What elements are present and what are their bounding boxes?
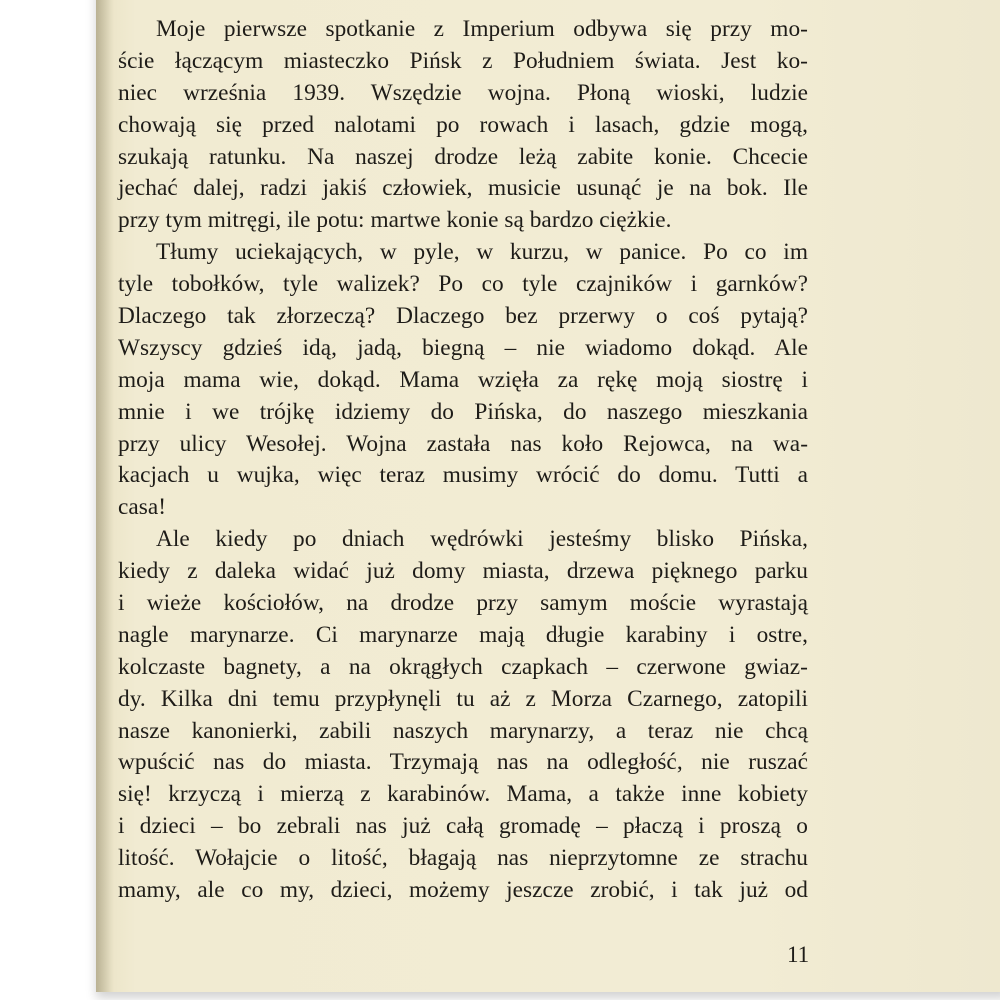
text-line: i wieże kościołów, na drodze przy samym moście wyrastają [118,590,808,617]
text-line: litość. Wołajcie o litość, błagają nas nieprzytomne ze strachu [118,845,808,872]
text-line: nagle marynarze. Ci marynarze mają długie karabiny i ostre, [118,621,808,648]
text-line: tyle tobołków, tyle walizek? Po co tyle czajników i garnków? [118,271,808,298]
text-line: Tłumy uciekających, w pyle, w kurzu, w panice. Po co im [156,239,808,266]
text-line: przy ulicy Wesołej. Wojna zastała nas koło Rejowca, na wa- [118,430,808,457]
text-line: kiedy z daleka widać już domy miasta, drzewa pięknego parku [118,558,808,585]
text-line: i dzieci – bo zebrali nas już całą gromadę – płaczą i proszą o [118,813,808,840]
text-line: casa! [118,494,167,521]
text-line: przy tym mitręgi, ile potu: martwe konie są bardzo ciężkie. [118,207,672,234]
text-line: chowają się przed nalotami po rowach i lasach, gdzie mogą, [118,111,808,138]
text-line: nasze kanonierki, zabili naszych marynarzy, a teraz nie chcą [118,717,808,744]
text-line: kolczaste bagnety, a na okrągłych czapkach – czerwone gwiaz- [118,653,808,680]
text-line: się! krzyczą i mierzą z karabinów. Mama, a także inne kobiety [118,781,808,808]
paragraph-1 [118,14,808,237]
text-line: dy. Kilka dni temu przypłynęli tu aż z Morza Czarnego, zatopili [118,685,808,712]
text-line: mamy, ale co my, dzieci, możemy jeszcze zrobić, i tak już od [118,877,808,904]
paragraph-3 [118,524,808,907]
body-text [118,14,808,907]
text-line: niec września 1939. Wszędzie wojna. Płoną wioski, ludzie [118,79,808,106]
text-line: mnie i we trójkę idziemy do Pińska, do naszego mieszkania [118,398,808,425]
text-line: moja mama wie, dokąd. Mama wzięła za rękę moją siostrę i [118,366,808,393]
text-line: Moje pierwsze spotkanie z Imperium odbywa się przy mo- [156,16,808,42]
page-number: 11 [787,942,810,967]
text-line: wpuścić nas do miasta. Trzymają nas na odległość, nie ruszać [118,749,808,776]
text-line: Ale kiedy po dniach wędrówki jesteśmy blisko Pińska, [156,526,808,553]
paragraph-2 [118,237,808,524]
text-line: Wszyscy gdzieś idą, jadą, biegną – nie wiadomo dokąd. Ale [118,334,808,361]
text-line: Dlaczego tak złorzeczą? Dlaczego bez przerwy o coś pytają? [118,303,808,330]
text-line: kacjach u wujka, więc teraz musimy wrócić do domu. Tutti a [118,462,808,489]
text-line: ście łączącym miasteczko Pińsk z Południem świata. Jest ko- [118,47,808,74]
text-line: szukają ratunku. Na naszej drodze leżą zabite konie. Chcecie [118,143,808,170]
spine-shadow [96,0,114,992]
text-line: jechać dalej, radzi jakiś człowiek, musicie usunąć je na bok. Ile [118,175,808,202]
